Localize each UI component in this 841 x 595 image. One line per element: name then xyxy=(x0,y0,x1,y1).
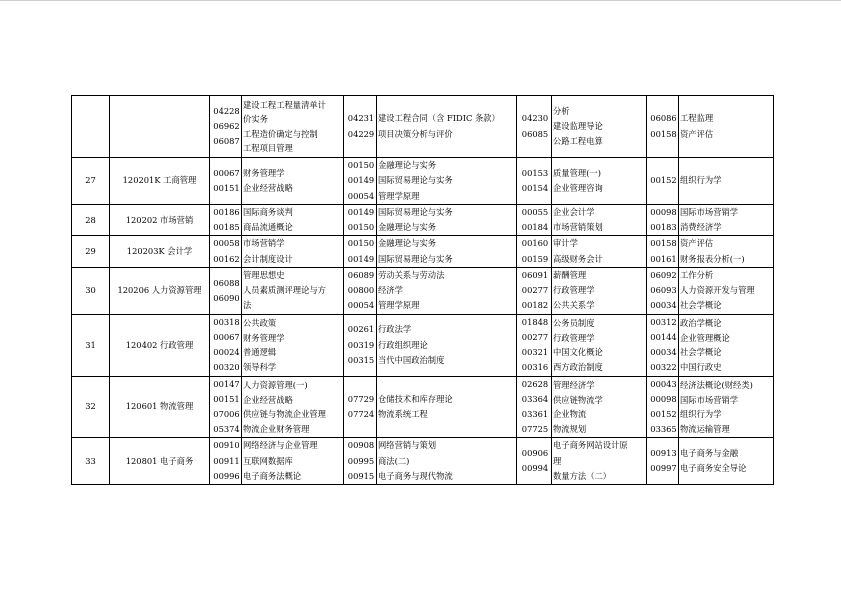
course-name: 行政法学 xyxy=(378,324,412,335)
course-names-cell xyxy=(377,236,517,267)
course-code: 06088 xyxy=(213,277,240,288)
course-code: 03361 xyxy=(521,409,549,420)
course-code: 00043 xyxy=(650,378,677,389)
course-names-cell xyxy=(242,236,344,267)
major-name: 120601 物流管理 xyxy=(110,376,210,438)
course-name: 财务报表分析(一) xyxy=(680,253,745,264)
course-names-cell xyxy=(377,96,517,158)
course-name: 劳动关系与劳动法 xyxy=(378,270,445,280)
course-name: 金融理论与实务 xyxy=(378,238,437,249)
course-name: 公共关系学 xyxy=(553,300,595,311)
course-names-cell xyxy=(679,376,774,438)
course-codes-cell xyxy=(647,96,679,158)
course-codes-cell xyxy=(210,96,242,158)
course-code: 00151 xyxy=(213,183,240,193)
course-names-cell xyxy=(377,205,517,236)
course-name: 国际贸易理论与实务 xyxy=(378,253,453,264)
course-codes-cell xyxy=(517,267,552,314)
course-codes-cell xyxy=(517,205,552,236)
course-name: 供应链物流学 xyxy=(553,394,603,405)
course-name: 公务员制度 xyxy=(553,318,595,329)
course-codes-cell xyxy=(344,376,377,438)
course-code: 00152 xyxy=(650,409,677,420)
course-names-cell xyxy=(242,267,344,314)
major-name: 120202 市场营销 xyxy=(110,205,210,236)
course-name: 当代中国政治制度 xyxy=(378,354,445,365)
course-name: 电子商务安全导论 xyxy=(680,463,747,474)
course-names-cell xyxy=(679,267,774,314)
course-name: 消费经济学 xyxy=(680,222,722,233)
course-code: 00054 xyxy=(347,190,375,201)
course-codes-cell xyxy=(647,236,679,267)
course-codes-cell xyxy=(517,376,552,438)
row-number: 27 xyxy=(72,158,110,205)
course-code: 01848 xyxy=(521,316,549,327)
course-name: 企业管理概论 xyxy=(680,332,730,343)
page-top-border xyxy=(0,0,841,1)
course-name: 会计制度设计 xyxy=(243,253,293,264)
course-codes-cell xyxy=(647,314,679,376)
table-row xyxy=(72,376,774,438)
course-name: 人力资源管理(一) xyxy=(243,380,308,391)
course-code: 00149 xyxy=(347,175,375,186)
course-name: 分析 xyxy=(553,105,570,116)
course-name: 领导科学 xyxy=(243,361,277,372)
course-name: 管理思想史 xyxy=(243,270,285,280)
course-name: 国际市场营销学 xyxy=(680,207,739,217)
course-code: 00098 xyxy=(650,207,677,217)
course-name: 建设工程工程量清单计 xyxy=(243,99,326,110)
course-code: 00908 xyxy=(347,440,375,451)
course-name: 管理学原理 xyxy=(378,300,420,311)
course-code: 00996 xyxy=(213,470,240,481)
course-names-cell xyxy=(679,158,774,205)
course-name: 供应链与物流企业管理 xyxy=(243,409,326,420)
course-name: 电子商务网站设计原 xyxy=(553,440,628,451)
course-name: 物流系统工程 xyxy=(378,409,428,420)
course-name: 行政管理学 xyxy=(553,285,595,296)
table-row xyxy=(72,314,774,376)
course-names-cell xyxy=(552,267,647,314)
course-code: 02628 xyxy=(521,378,549,389)
course-names-cell xyxy=(552,96,647,158)
course-code: 04231 xyxy=(347,113,375,124)
course-code: 00144 xyxy=(650,332,677,343)
course-names-cell xyxy=(377,158,517,205)
course-codes-cell xyxy=(210,205,242,236)
course-names-cell xyxy=(679,314,774,376)
course-name: 企业经营战略 xyxy=(243,183,293,193)
course-name: 组织行为学 xyxy=(680,175,722,186)
course-name: 金融理论与实务 xyxy=(378,160,437,171)
table-row xyxy=(72,438,774,485)
course-codes-cell xyxy=(344,267,377,314)
row-number: 32 xyxy=(72,376,110,438)
row-number: 33 xyxy=(72,438,110,485)
course-name: 管理学原理 xyxy=(378,190,420,201)
course-name: 质量管理(一) xyxy=(553,167,601,178)
course-codes-cell xyxy=(344,314,377,376)
course-code: 00186 xyxy=(213,207,240,217)
course-name: 财务管理学 xyxy=(243,167,285,178)
course-name: 普通逻辑 xyxy=(243,347,277,358)
course-names-cell xyxy=(242,438,344,485)
course-names-cell xyxy=(552,314,647,376)
course-names-cell xyxy=(377,376,517,438)
course-code: 00034 xyxy=(650,300,677,311)
course-name: 组织行为学 xyxy=(680,409,722,420)
course-name: 电子商务与现代物流 xyxy=(378,470,453,481)
course-code: 00184 xyxy=(521,222,549,233)
major-name: 120402 行政管理 xyxy=(110,314,210,376)
course-name: 电子商务法概论 xyxy=(243,470,302,481)
course-name: 市场营销策划 xyxy=(553,222,603,233)
course-code: 00997 xyxy=(650,463,677,474)
course-codes-cell xyxy=(517,438,552,485)
course-name: 人员素质测评理论与方 xyxy=(243,285,326,296)
table-row xyxy=(72,236,774,267)
course-name: 商品流通概论 xyxy=(243,222,293,233)
course-names-cell xyxy=(242,376,344,438)
course-name: 建设工程合同（含 FIDIC 条款） xyxy=(378,113,500,124)
course-code: 03365 xyxy=(650,424,677,435)
course-code: 00147 xyxy=(213,378,240,389)
major-name: 120801 电子商务 xyxy=(110,438,210,485)
course-code: 00319 xyxy=(347,339,375,350)
course-code: 00067 xyxy=(213,167,240,178)
course-code: 00994 xyxy=(521,463,549,474)
course-name: 建设监理导论 xyxy=(553,120,603,131)
course-name: 理 xyxy=(553,455,562,466)
course-codes-cell xyxy=(517,96,552,158)
course-names-cell xyxy=(552,236,647,267)
course-code: 00058 xyxy=(213,238,240,249)
course-code: 00158 xyxy=(650,128,677,139)
row-number: 29 xyxy=(72,236,110,267)
course-name: 管理经济学 xyxy=(553,380,595,391)
course-name: 行政管理学 xyxy=(553,332,595,343)
course-names-cell xyxy=(552,158,647,205)
course-names-cell xyxy=(679,236,774,267)
course-code: 00315 xyxy=(347,354,375,365)
course-codes-cell xyxy=(210,236,242,267)
course-code: 00182 xyxy=(521,300,549,311)
course-code: 00185 xyxy=(213,222,240,233)
course-code: 00277 xyxy=(521,285,549,296)
course-name: 商法(二) xyxy=(378,455,410,466)
course-name: 资产评估 xyxy=(680,238,714,249)
course-code: 00316 xyxy=(521,362,549,373)
course-name: 物流企业财务管理 xyxy=(243,423,310,434)
table-row xyxy=(72,96,774,158)
course-codes-cell xyxy=(517,314,552,376)
course-names-cell xyxy=(377,314,517,376)
course-name: 金融理论与实务 xyxy=(378,222,437,233)
course-name: 企业管理咨询 xyxy=(553,183,603,193)
course-name: 工程造价确定与控制 xyxy=(243,128,318,139)
course-name: 物流运输管理 xyxy=(680,423,730,434)
course-name: 资产评估 xyxy=(680,128,714,139)
course-code: 00277 xyxy=(521,332,549,343)
course-code: 00911 xyxy=(213,455,240,466)
course-name: 西方政治制度 xyxy=(553,361,603,372)
course-code: 00322 xyxy=(650,362,677,373)
course-code: 06086 xyxy=(650,113,677,124)
course-code: 07725 xyxy=(521,424,549,435)
course-code: 06087 xyxy=(213,136,240,147)
course-names-cell xyxy=(552,438,647,485)
course-code: 00906 xyxy=(521,448,549,459)
course-code: 07724 xyxy=(347,409,375,420)
course-codes-cell xyxy=(647,158,679,205)
course-name: 人力资源开发与管理 xyxy=(680,285,755,296)
course-codes-cell xyxy=(517,236,552,267)
course-code: 06092 xyxy=(650,270,677,280)
course-name: 工程监理 xyxy=(680,113,714,124)
row-number: 28 xyxy=(72,205,110,236)
course-name: 物流规划 xyxy=(553,423,587,434)
course-name: 企业经营战略 xyxy=(243,394,293,405)
course-name: 财务管理学 xyxy=(243,332,285,343)
table-row xyxy=(72,205,774,236)
course-code: 04230 xyxy=(521,113,549,124)
course-code: 04229 xyxy=(347,128,375,139)
course-name: 社会学概论 xyxy=(680,300,722,311)
course-code: 00915 xyxy=(347,470,375,481)
row-number: 31 xyxy=(72,314,110,376)
course-code: 00151 xyxy=(213,393,240,404)
course-codes-cell xyxy=(344,205,377,236)
course-code: 00159 xyxy=(521,253,549,264)
course-name: 国际商务谈判 xyxy=(243,207,293,217)
course-name: 公共政策 xyxy=(243,318,277,329)
course-codes-cell xyxy=(647,376,679,438)
course-name: 审计学 xyxy=(553,238,578,249)
course-name: 仓储技术和库存理论 xyxy=(378,393,453,404)
course-name: 网络经济与企业管理 xyxy=(243,440,318,451)
course-codes-cell xyxy=(344,236,377,267)
course-code: 00152 xyxy=(650,175,677,186)
course-code: 00995 xyxy=(347,455,375,466)
major-name: 120203K 会计学 xyxy=(110,236,210,267)
course-names-cell xyxy=(679,438,774,485)
course-codes-cell xyxy=(344,158,377,205)
course-code: 00910 xyxy=(213,440,240,451)
course-code: 03364 xyxy=(521,393,549,404)
course-names-cell xyxy=(242,205,344,236)
course-name: 中国文化概论 xyxy=(553,347,603,358)
course-name: 经济学 xyxy=(378,285,403,296)
course-code: 00150 xyxy=(347,238,375,249)
course-code: 00312 xyxy=(650,316,677,327)
course-name: 国际贸易理论与实务 xyxy=(378,175,453,186)
course-code: 00183 xyxy=(650,222,677,233)
course-names-cell xyxy=(377,267,517,314)
course-code: 00160 xyxy=(521,238,549,249)
course-names-cell xyxy=(679,96,774,158)
course-name: 政治学概论 xyxy=(680,318,722,329)
course-codes-cell xyxy=(210,314,242,376)
course-code: 00150 xyxy=(347,160,375,171)
course-name: 网络营销与策划 xyxy=(378,440,437,451)
course-code: 00318 xyxy=(213,316,240,327)
course-code: 00149 xyxy=(347,207,375,217)
course-code: 00913 xyxy=(650,448,677,459)
course-code: 00149 xyxy=(347,253,375,264)
course-code: 00158 xyxy=(650,238,677,249)
course-names-cell xyxy=(552,205,647,236)
row-number xyxy=(72,96,110,158)
course-name: 法 xyxy=(243,300,252,311)
major-name: 120201K 工商管理 xyxy=(110,158,210,205)
course-code: 06089 xyxy=(347,270,375,280)
course-code: 00162 xyxy=(213,253,240,264)
course-names-cell xyxy=(552,376,647,438)
course-code: 06085 xyxy=(521,128,549,139)
course-code: 00054 xyxy=(347,300,375,311)
course-names-cell xyxy=(242,314,344,376)
course-name: 价实务 xyxy=(243,114,268,124)
course-codes-cell xyxy=(344,96,377,158)
course-code: 00150 xyxy=(347,222,375,233)
course-code: 00067 xyxy=(213,332,240,343)
course-code: 00024 xyxy=(213,347,240,358)
course-codes-cell xyxy=(344,438,377,485)
row-number: 30 xyxy=(72,267,110,314)
course-name: 国际市场营销学 xyxy=(680,394,739,405)
course-name: 行政组织理论 xyxy=(378,339,428,350)
course-codes-cell xyxy=(647,438,679,485)
course-names-cell xyxy=(679,205,774,236)
major-name xyxy=(110,96,210,158)
course-code: 06090 xyxy=(213,292,240,303)
course-name: 企业物流 xyxy=(553,409,587,420)
course-name: 市场营销学 xyxy=(243,238,285,249)
course-code: 00321 xyxy=(521,347,549,358)
course-code: 00153 xyxy=(521,167,549,178)
course-code: 00034 xyxy=(650,347,677,358)
course-name: 国际贸易理论与实务 xyxy=(378,207,453,217)
course-codes-cell xyxy=(647,267,679,314)
course-name: 薪酬管理 xyxy=(553,270,587,280)
course-code: 00055 xyxy=(521,207,549,217)
course-code: 00261 xyxy=(347,324,375,335)
table-row xyxy=(72,267,774,314)
table-body xyxy=(72,96,774,485)
course-code: 06091 xyxy=(521,270,549,280)
course-name: 经济法概论(财经类) xyxy=(680,380,753,391)
course-names-cell xyxy=(242,158,344,205)
course-code: 00154 xyxy=(521,183,549,193)
course-name: 互联网数据库 xyxy=(243,455,293,466)
course-code: 04228 xyxy=(213,105,240,116)
course-name: 数量方法（二） xyxy=(553,470,612,481)
course-code: 05374 xyxy=(213,424,240,435)
course-codes-cell xyxy=(210,376,242,438)
course-code: 00320 xyxy=(213,362,240,373)
table-row xyxy=(72,158,774,205)
course-codes-cell xyxy=(647,205,679,236)
major-name: 120206 人力资源管理 xyxy=(110,267,210,314)
course-names-cell xyxy=(242,96,344,158)
course-code: 07729 xyxy=(347,393,375,404)
course-name: 高级财务会计 xyxy=(553,253,603,264)
course-name: 社会学概论 xyxy=(680,347,722,358)
course-codes-cell xyxy=(210,158,242,205)
course-code: 00098 xyxy=(650,393,677,404)
course-names-cell xyxy=(377,438,517,485)
course-name: 中国行政史 xyxy=(680,361,722,372)
course-code: 06093 xyxy=(650,285,677,296)
course-name: 电子商务与金融 xyxy=(680,448,739,459)
course-name: 公路工程电算 xyxy=(553,136,603,147)
course-code: 07006 xyxy=(213,409,240,420)
course-codes-cell xyxy=(210,438,242,485)
course-code: 06962 xyxy=(213,120,240,131)
exam-course-table xyxy=(71,95,774,485)
course-name: 工作分析 xyxy=(680,270,714,280)
course-name: 项目决策分析与评价 xyxy=(378,128,453,139)
course-code: 00800 xyxy=(347,285,375,296)
course-code: 00161 xyxy=(650,253,677,264)
course-codes-cell xyxy=(210,267,242,314)
course-name: 工程项目管理 xyxy=(243,143,293,153)
course-name: 企业会计学 xyxy=(553,207,595,217)
course-codes-cell xyxy=(517,158,552,205)
